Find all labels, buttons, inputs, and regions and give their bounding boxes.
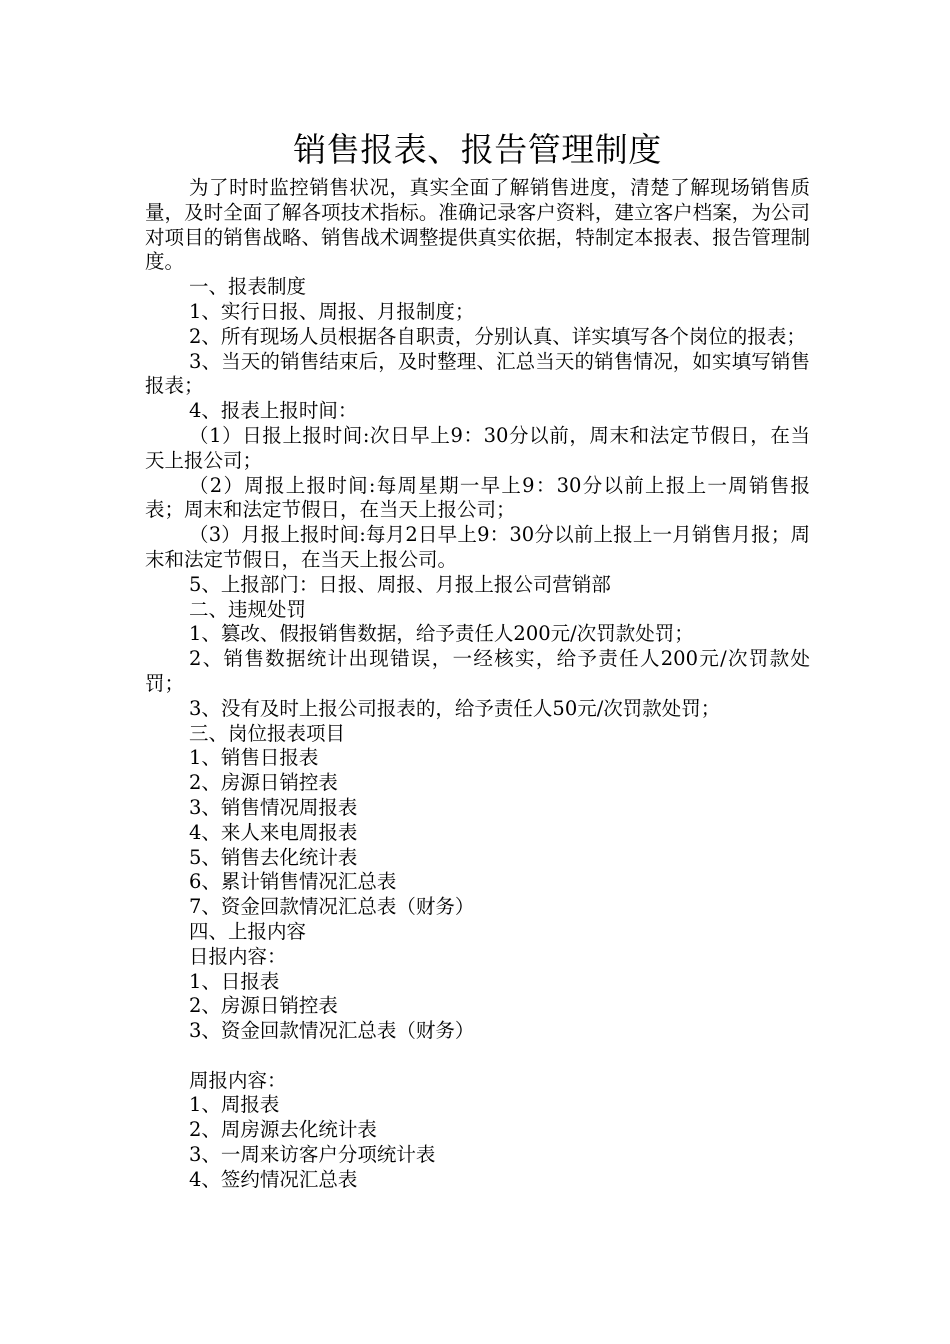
paragraph: 4、签约情况汇总表 bbox=[189, 1167, 358, 1191]
paragraph: 二、违规处罚 bbox=[189, 597, 307, 621]
paragraph: 为了时时监控销售状况，真实全面了解销售进度，清楚了解现场销售质量，及时全面了解各项技术指标。准确记录客户资料，建立客户档案，为公司对项目的销售战略、销售战术调整提供真实依据，特制定本报表、报告管理制度。 bbox=[145, 176, 810, 274]
paragraph: 一、报表制度 bbox=[189, 275, 307, 299]
paragraph: 三、岗位报表项目 bbox=[189, 721, 346, 745]
paragraph: 5、销售去化统计表 bbox=[189, 845, 358, 869]
paragraph: 3、资金回款情况汇总表（财务） bbox=[189, 1019, 475, 1043]
document-page bbox=[145, 124, 810, 1193]
paragraph: 3、没有及时上报公司报表的，给予责任人50元/次罚款处罚； bbox=[189, 696, 721, 720]
paragraph: 1、日报表 bbox=[189, 969, 280, 993]
paragraph: 周报内容： bbox=[189, 1068, 287, 1092]
paragraph: 3、当天的销售结束后，及时整理、汇总当天的销售情况，如实填写销售报表； bbox=[145, 349, 810, 398]
blank-line bbox=[145, 1044, 810, 1069]
paragraph: 四、上报内容 bbox=[189, 919, 307, 943]
paragraph: （1）日报上报时间:次日早上9：30分以前，周末和法定节假日，在当天上报公司； bbox=[145, 423, 810, 472]
paragraph: 3、销售情况周报表 bbox=[189, 795, 358, 819]
document-title: 销售报表、报告管理制度 bbox=[293, 130, 662, 169]
paragraph: 1、实行日报、周报、月报制度； bbox=[189, 299, 475, 323]
paragraph: 6、累计销售情况汇总表 bbox=[189, 870, 397, 894]
paragraph: 2、销售数据统计出现错误，一经核实，给予责任人200元/次罚款处罚； bbox=[145, 647, 810, 695]
paragraph: 1、销售日报表 bbox=[189, 746, 319, 770]
paragraph: 7、资金回款情况汇总表（财务） bbox=[189, 895, 475, 919]
paragraph: 2、房源日销控表 bbox=[189, 771, 338, 795]
paragraph: 2、房源日销控表 bbox=[189, 994, 338, 1018]
paragraph: 2、周房源去化统计表 bbox=[189, 1118, 377, 1142]
paragraph: 日报内容： bbox=[189, 944, 287, 968]
paragraph: 3、一周来访客户分项统计表 bbox=[189, 1143, 436, 1167]
paragraph: 2、所有现场人员根据各自职责，分别认真、详实填写各个岗位的报表； bbox=[189, 324, 806, 348]
paragraph: （2）周报上报时间:每周星期一早上9：30分以前上报上一周销售报表；周末和法定节假日，在当天上报公司； bbox=[145, 473, 810, 522]
paragraph: （3）月报上报时间:每月2日早上9：30分以前上报上一月销售月报；周末和法定节假日，在当天上报公司。 bbox=[145, 523, 810, 571]
paragraph: 1、周报表 bbox=[189, 1093, 280, 1117]
paragraph: 1、篡改、假报销售数据，给予责任人200元/次罚款处罚； bbox=[189, 622, 694, 646]
paragraph: 4、报表上报时间： bbox=[189, 399, 358, 423]
paragraph: 5、上报部门：日报、周报、月报上报公司营销部 bbox=[189, 572, 611, 596]
document-body bbox=[145, 176, 810, 1193]
paragraph: 4、来人来电周报表 bbox=[189, 820, 358, 844]
